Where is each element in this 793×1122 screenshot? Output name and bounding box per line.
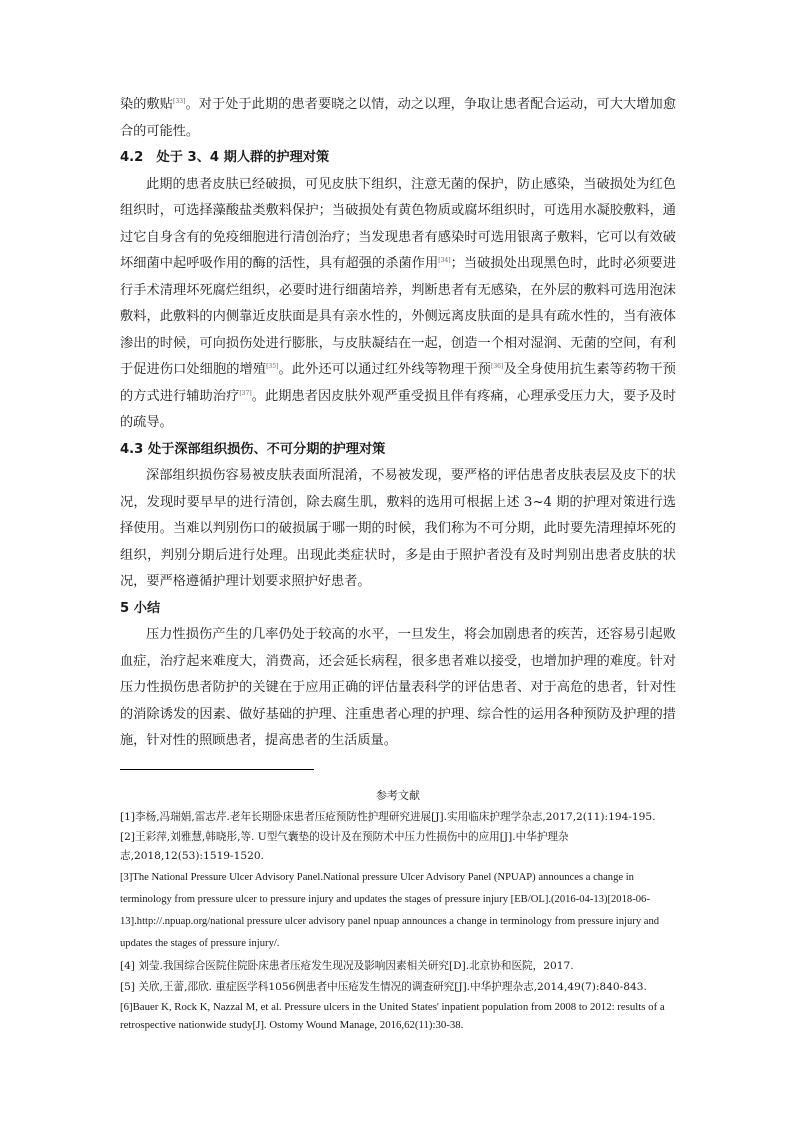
text-span: 染的敷贴 (120, 97, 174, 112)
citation-34[interactable]: [34] (438, 257, 451, 264)
section-heading-4-2: 4.2 处于 3、4 期人群的护理对策 (120, 150, 330, 165)
text-span: 及全身使用抗生素等药物干预的方式进行辅助治疗 (120, 362, 676, 404)
paragraph-intro (120, 92, 676, 145)
reference-item-2: [2]王彩萍,刘雅慧,韩晓彤,等. U型气囊垫的设计及在预防术中压力性损伤中的应用[J].中华护理杂志,2018,12(53):1519-1520. (120, 831, 569, 862)
paragraph-5: 压力性损伤产生的几率仍处于较高的水平，一旦发生，将会加剧患者的疾苦，还容易引起败血症，治疗起来难度大，消费高，还会延长病程，很多患者难以接受，也增加护理的难度。针对压力性损伤患者防护的关键在于应用正确的评估量表科学的评估患者、对于高危的患者，针对性的消除诱发的因素、做好基础的护理、注重患者心理的护理、综合性的运用各种预防及护理的措施，针对性的照顾患者，提高患者的生活质量。 (120, 627, 676, 748)
reference-item-3: [3]The National Pressure Ulcer Advisory Panel.National pressure Ulcer Advisory Panel (NPUAP) announces a change in terminology from pressure ulcer to pressure injury and updates the stages of pressure injury [EB/OL].(2016-04-13)[2018-06-13].http://.npuap.org/national pressure ulcer advisory panel npuap announces a change in terminology from pressure injury and updates the stages of pressure injury/. (120, 872, 660, 949)
citation-35[interactable]: [35] (266, 363, 279, 370)
footnote-divider (120, 769, 314, 770)
reference-item-5: [5] 关欣,王蕾,邵欣. 重症医学科1056例患者中压疮发生情况的调查研究[J].中华护理杂志,2014,49(7):840-843. (120, 980, 647, 993)
paragraph-4-2 (120, 172, 676, 437)
reference-item-6: [6]Bauer K, Rock K, Nazzal M, et al. Pressure ulcers in the United States' inpatient population from 2008 to 2012: results of a retrospective nationwide study[J]. Ostomy Wound Manage, 2016,62(11):30-38. (120, 1001, 665, 1031)
section-heading-4-3: 4.3 处于深部组织损伤、不可分期的护理对策 (120, 441, 386, 457)
text-span: 。此期患者因皮肤外观严重受损且伴有疼痛，心理承受压力大，要予及时的疏导。 (120, 388, 676, 430)
reference-item-4: [4] 刘莹.我国综合医院住院卧床患者压疮发生现况及影响因素相关研究[D].北京协和医院，2017. (120, 960, 574, 972)
paper-page (120, 92, 676, 1036)
text-span: 此期的患者皮肤已经破损，可见皮肤下组织，注意无菌的保护，防止感染，当破损处为红色组织时，可选择藻酸盐类敷料保护；当破损处有黄色物质或腐坏组织时，可选用水凝胶敷料，通过它自身含有的免疫细胞进行清创治疗；当发现患者有感染时可选用银离子敷料，它可以有效破坏细菌中起呼吸作用的酶的活性，具有超强的杀菌作用 (120, 176, 676, 271)
section-heading-5: 5 小结 (120, 600, 161, 616)
text-span: 。此外还可以通过红外线等物理干预 (278, 362, 492, 377)
text-span: 。对于处于此期的患者要晓之以情，动之以理，争取让患者配合运动，可大大增加愈合的可能性。 (120, 97, 677, 139)
references-title: 参考文献 (376, 788, 420, 802)
citation-36[interactable]: [36] (491, 363, 504, 370)
citation-37[interactable]: [37] (239, 389, 252, 397)
reference-item-1: [1]李杨,冯瑞娟,雷志芹.老年长期卧床患者压疮预防性护理研究进展[J].实用临床护理学杂志,2017,2(11):194-195. (120, 810, 656, 823)
text-span: ；当破损处出现黑色时，此时必须要进行手术清理坏死腐烂组织，必要时进行细菌培养，判断患者有无感染，在外层的敷料可选用泡沫敷料，此敷料的内侧靠近皮肤面是具有亲水性的，外侧远离皮肤面的是具有疏水性的，当有液体渗出的时候，可向损伤处进行膨胀，与皮肤凝结在一起，创造一个相对湿润、无菌的空间，有利于促进伤口处细胞的增殖 (120, 256, 677, 377)
paragraph-4-3: 深部组织损伤容易被皮肤表面所混淆，不易被发现，要严格的评估患者皮肤表层及皮下的状况，发现时要早早的进行清创，除去腐生肌，敷料的选用可根据上述 3~4 期的护理对策进行选择使用。当难以判别伤口的破损属于哪一期的时候，我们称为不可分期，此时要先清理掉坏死的组织，判别分期后进行处理。出现此类症状时，多是由于照护者没有及时判别出患者皮肤的状况，要严格遵循护理计划要求照护好患者。 (120, 468, 676, 589)
citation-33[interactable]: [33] (173, 98, 186, 105)
